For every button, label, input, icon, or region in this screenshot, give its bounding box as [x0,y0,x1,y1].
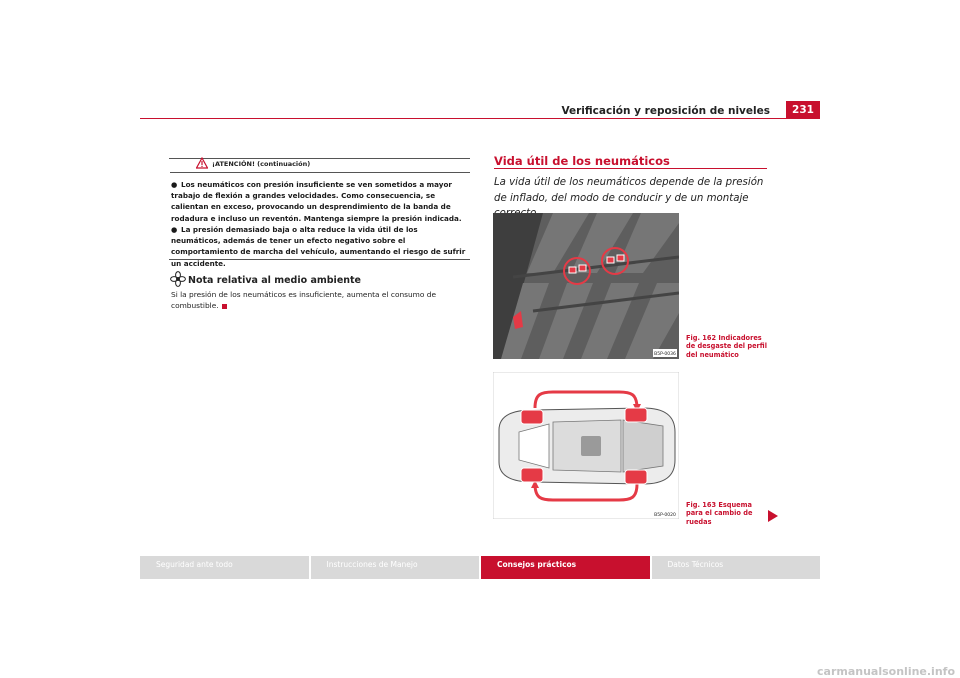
section-title: Vida útil de los neumáticos [494,154,670,168]
watermark [0,664,960,678]
warning-bullet-text: La presión demasiado baja o alta reduce la vida útil de los neumáticos, además de tener un efecto negativo sobre el comportamiento de marcha del vehículo, aumentando el riesgo de sufrir un accidente. [171,225,466,268]
wheel-rotation-figure [493,372,679,519]
figure-code: B5P-0020 [654,513,676,518]
bullet-icon: ● [171,180,178,189]
next-page-arrow-icon[interactable] [768,510,778,522]
footer-tab-seguridad[interactable]: Seguridad ante todo [140,556,309,579]
warning-bullet [171,179,469,224]
page-number: 231 [786,101,820,119]
warning-title: ¡ATENCIÓN! (continuación) [212,160,311,168]
footer-tab-instrucciones[interactable]: Instrucciones de Manejo [311,556,480,579]
section-lead: La vida útil de los neumáticos depende de la presión de inflado, del modo de conducir y de un montaje [494,177,764,204]
bullet-icon: ● [171,225,178,234]
footer-tab-consejos[interactable]: Consejos prácticos [481,556,650,579]
warning-bullet [171,224,469,269]
environment-note-title: Nota relativa al medio ambiente [188,275,362,286]
environment-note-body: Si la presión de los neumáticos es insuficiente, aumenta el consumo de combustible. [171,290,436,310]
environment-note-text [171,289,471,311]
header-rule [140,118,820,119]
tire-tread-figure [493,213,679,359]
running-header-title: Verificación y reposición de niveles [561,105,770,117]
section-end-marker [222,304,227,309]
footer-tab-datos[interactable]: Datos Técnicos [652,556,821,579]
flower-environment-icon [170,271,186,287]
section-rule [494,168,767,169]
warning-bullet-text: Los neumáticos con presión insuficiente se ven sometidos a mayor trabajo de flexión a grandes velocidades. Como consecuencia, se calientan en exceso, provocando un desprendimiento de la banda de rodadura e incluso un reventón. Mantenga siempre la presión indicada. [171,180,462,223]
figure-code: B5P-0036 [654,352,676,357]
warning-triangle-icon [196,157,208,169]
watermark-text: carmanualsonline.info [817,665,955,678]
footer-nav [140,556,820,579]
figure-caption: Fig. 163 Esquema para el cambio de ruedas [686,501,753,526]
figure-caption: Fig. 162 Indicadores de desgaste del perfil del neumático [686,334,767,359]
